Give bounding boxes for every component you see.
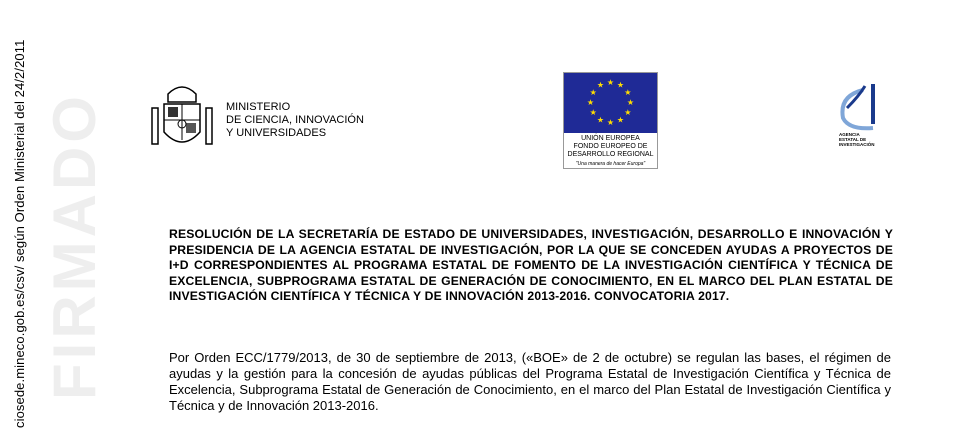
ministry-name — [226, 101, 364, 140]
aei-caption-line: ESTATAL DE — [839, 137, 867, 142]
resolution-title: RESOLUCIÓN DE LA SECRETARÍA DE ESTADO DE UNIVERSIDADES, INVESTIGACIÓN, DESARROLLO E INNOVACIÓN Y PRESIDENCIA DE LA AGENCIA ESTATAL DE INVESTIGACIÓN, POR LA QUE SE CONCEDEN AYUDAS A PROYECTOS DE I+D CORRESPONDIENTES AL PROGRAMA ESTATAL DE FOMENTO DE LA INVESTIGACIÓN CIENTÍFICA Y TÉCNICA DE EXCELENCIA, SUBPROGRAMA ESTATAL DE GENERACIÓN DE CONOCIMIENTO, EN EL MARCO DEL PLAN ESTATAL DE INVESTIGACIÓN CIENTÍFICA Y TÉCNICA Y DE INNOVACIÓN 2013-2016. CONVOCATORIA 2017. — [169, 227, 893, 304]
eu-star: ★ — [586, 98, 595, 107]
eu-star: ★ — [624, 88, 632, 97]
eu-star: ★ — [606, 78, 615, 87]
aei-logo — [833, 82, 881, 152]
firmado-watermark: FIRMADO — [41, 92, 108, 400]
eu-star: ★ — [616, 80, 625, 90]
eu-caption-line: DESARROLLO REGIONAL — [567, 151, 654, 158]
eu-motto: "Una manera de hacer Europa" — [575, 161, 646, 167]
eu-flag — [564, 73, 657, 133]
ministry-line: MINISTERIO — [226, 101, 291, 113]
body-paragraph: Por Orden ECC/1779/2013, de 30 de septiembre de 2013, («BOE» de 2 de octubre) se regulan las bases, el régimen de ayudas y la gestión para la concesión de ayudas públicas del Programa Estatal de Investigación Científica y Técnica de Excelencia, Subprograma Estatal de Generación de Conocimiento, en el marco del Plan Estatal de Investigación Científica y Técnica y de Innovación 2013-2016. — [169, 350, 891, 413]
ministry-line: DE CIENCIA, INNOVACIÓN — [226, 114, 364, 126]
spain-coat-of-arms-logo — [148, 80, 216, 152]
eu-star: ★ — [624, 108, 632, 117]
ministry-line: Y UNIVERSIDADES — [226, 127, 327, 139]
aei-e-icon — [833, 82, 881, 132]
eu-feder-logo — [563, 72, 658, 169]
eu-star: ★ — [606, 118, 615, 127]
eu-star: ★ — [589, 88, 597, 97]
eu-stars-icon — [564, 73, 657, 133]
eu-star: ★ — [616, 115, 625, 125]
eu-star: ★ — [596, 115, 605, 125]
eu-star: ★ — [626, 98, 635, 107]
csv-verification-text: ciosede.mineco.gob.es/csv/ según Orden Ministerial del 24/2/2011 — [12, 39, 27, 428]
eu-star: ★ — [589, 108, 597, 117]
eu-caption-line: FONDO EUROPEO DE — [573, 143, 648, 150]
eu-star: ★ — [596, 80, 605, 90]
aei-caption-line: INVESTIGACIÓN — [839, 142, 875, 147]
eu-caption-line: UNIÓN EUROPEA — [581, 135, 640, 142]
aei-caption-line: AGENCIA — [839, 132, 860, 137]
